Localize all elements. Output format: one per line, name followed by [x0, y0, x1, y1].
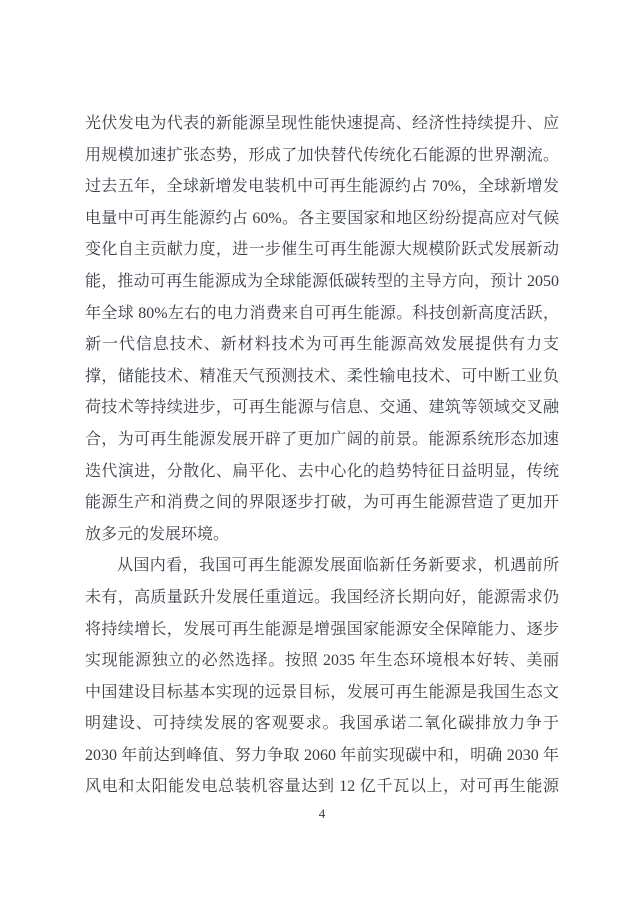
text-line: 将持续增长，发展可再生能源是增强国家能源安全保障能力、逐步: [85, 620, 559, 638]
text-line: 中国建设目标基本实现的远景目标，发展可再生能源是我国生态文: [85, 683, 559, 701]
text-line: 年全球 80%左右的电力消费来自可再生能源。科技创新高度活跃，: [85, 304, 559, 322]
text-line: 迭代演进，分散化、扁平化、去中心化的趋势特征日益明显，传统: [85, 462, 559, 480]
text-line: 能源生产和消费之间的界限逐步打破，为可再生能源营造了更加开: [85, 494, 559, 512]
text-line: 电量中可再生能源约占 60%。各主要国家和地区纷纷提高应对气候: [85, 209, 559, 227]
body-text: [85, 108, 559, 803]
page-number: 4: [318, 806, 326, 821]
text-line: 新一代信息技术、新材料技术为可再生能源高效发展提供有力支: [85, 336, 559, 354]
text-line: 风电和太阳能发电总装机容量达到 12 亿千瓦以上，对可再生能源: [85, 778, 559, 796]
text-line: 撑，储能技术、精准天气预测技术、柔性输电技术、可中断工业负: [85, 367, 559, 385]
text-line: 荷技术等持续进步，可再生能源与信息、交通、建筑等领域交叉融: [85, 399, 559, 417]
text-line: 2030 年前达到峰值、努力争取 2060 年前实现碳中和，明确 2030 年: [85, 746, 559, 764]
text-line: 用规模加速扩张态势，形成了加快替代传统化石能源的世界潮流。: [85, 146, 559, 164]
text-line: 能，推动可再生能源成为全球能源低碳转型的主导方向，预计 2050: [85, 272, 559, 290]
text-line: 合，为可再生能源发展开辟了更加广阔的前景。能源系统形态加速: [85, 430, 559, 448]
text-line: 明建设、可持续发展的客观要求。我国承诺二氧化碳排放力争于: [85, 715, 559, 733]
text-line: 变化自主贡献力度，进一步催生可再生能源大规模阶跃式发展新动: [85, 241, 559, 259]
text-line: 过去五年，全球新增发电装机中可再生能源约占 70%，全球新增发: [85, 178, 559, 196]
text-line: 放多元的发展环境。: [85, 525, 230, 543]
text-line: 从国内看，我国可再生能源发展面临新任务新要求，机遇前所: [117, 557, 559, 575]
text-line: 未有，高质量跃升发展任重道远。我国经济长期向好，能源需求仍: [85, 588, 559, 606]
text-line: 实现能源独立的必然选择。按照 2035 年生态环境根本好转、美丽: [85, 652, 559, 670]
text-line: 光伏发电为代表的新能源呈现性能快速提高、经济性持续提升、应: [85, 115, 559, 132]
